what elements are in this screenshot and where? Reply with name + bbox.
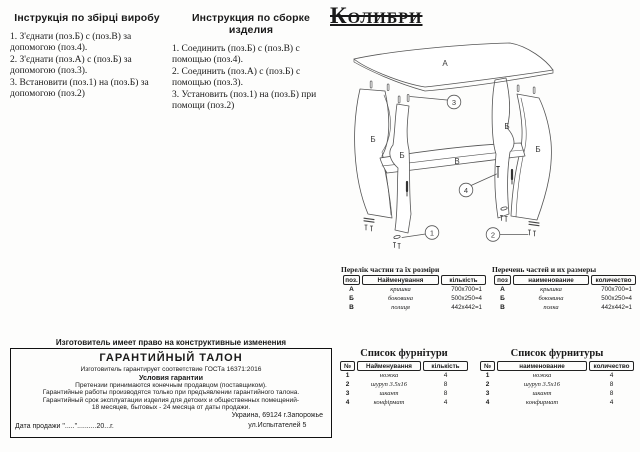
fittings-table-ua: [338, 348, 470, 407]
callout-1-number: 1: [429, 228, 435, 238]
cell-pos: Б: [349, 295, 354, 302]
part-label-shelf: В: [454, 157, 460, 166]
cell-qty: 8: [609, 390, 614, 397]
cell-name: шкант: [379, 390, 399, 397]
warranty-card: [10, 348, 332, 438]
cell-name: кришка: [390, 286, 411, 293]
product-title: Колибри: [330, 3, 423, 28]
table-row: [480, 389, 634, 398]
warranty-condition-line: Гарантийный срок эксплуатации изделия для детских и общественных помещений-: [42, 396, 300, 404]
cell-qty: 4: [609, 399, 614, 406]
table-row: [340, 389, 468, 398]
cell-number: 1: [485, 372, 490, 379]
cell-pos: Б: [500, 295, 505, 302]
tabletop: [354, 43, 553, 91]
col-header-qty: количество: [589, 361, 634, 371]
col-header-pos: поз.: [343, 275, 360, 285]
address-line-1: Украина, 69124 г.Запорожье: [231, 412, 323, 420]
col-header-qty: кількість: [441, 275, 486, 285]
parts-table-ua: [341, 265, 488, 312]
parts-table-ua-title: Перелік частин та їх розміри: [341, 265, 440, 274]
cell-size-qty: 442х442=1: [451, 304, 482, 311]
table-row: [480, 371, 634, 380]
parts-table-ru: [492, 265, 638, 312]
cell-size-qty: 442х442=1: [601, 304, 632, 311]
cell-qty: 4: [609, 372, 614, 379]
table-header-row: [343, 275, 486, 285]
cell-name: ножка: [379, 372, 399, 379]
part-label-tabletop: А: [442, 59, 448, 68]
instruction-step: 3. Установить (поз.1) на (поз.Б) при помощи (поз.2): [172, 89, 317, 111]
instructions-ua: [10, 12, 164, 100]
callout-3: [410, 95, 461, 109]
cell-pos: В: [500, 304, 505, 311]
callout-4-number: 4: [463, 185, 469, 195]
table-row: [340, 380, 468, 389]
cell-size-qty: 500х250=4: [451, 295, 482, 302]
cell-name: шкант: [532, 390, 552, 397]
cell-name: боковина: [387, 295, 414, 302]
table-row: [343, 294, 486, 303]
col-header-name: наименование: [497, 361, 587, 371]
cell-qty: 8: [443, 390, 448, 397]
table-header-row: [340, 361, 468, 371]
cell-size-qty: 500х250=4: [601, 295, 632, 302]
table-row: [480, 398, 634, 407]
instructions-ru: [172, 12, 330, 112]
cell-qty: 4: [443, 399, 448, 406]
cell-name: конфирмат: [525, 399, 559, 406]
cell-qty: 8: [609, 381, 614, 388]
cell-number: 1: [345, 372, 350, 379]
table-row: [340, 398, 468, 407]
sale-date-label: Дата продажи "....."..........20...г.: [15, 423, 114, 430]
warranty-title: ГАРАНТИЙНЫЙ ТАЛОН: [99, 352, 243, 364]
warranty-condition-line: Гарантийные работы производятся только при предъявлении гарантийного талона.: [42, 389, 300, 397]
table-row: [480, 380, 634, 389]
cell-size-qty: 700х700=1: [451, 286, 482, 293]
col-header-pos: поз: [494, 275, 511, 285]
instruction-step: 1. Соединить (поз.Б) с (поз.В) с помощью (поз.4).: [172, 44, 300, 66]
cell-name: ножка: [532, 372, 552, 379]
callout-2: [486, 228, 528, 242]
part-label-side-inner-right: Б: [504, 122, 510, 131]
cell-pos: А: [349, 286, 354, 293]
manufacturer-note: Изготовитель имеет право на конструктивные изменения: [55, 338, 287, 347]
cell-qty: 8: [443, 381, 448, 388]
col-header-number: №: [340, 361, 355, 371]
table-header-row: [494, 275, 636, 285]
instruction-step: 2. Соединить (поз.А) с (поз.Б) с помощью (поз.3).: [172, 66, 301, 89]
table-row: [494, 303, 636, 312]
cell-number: 2: [345, 381, 350, 388]
part-label-side-outer-right: Б: [535, 145, 541, 154]
col-header-name: Найменування: [357, 361, 421, 371]
warranty-conditions-title: Условия гарантии: [139, 373, 203, 382]
instructions-ru-title: Инструкция по сборке изделия: [192, 12, 310, 36]
address-line-2: ул.Испытателей 5: [248, 421, 307, 429]
instruction-step: 1. З'єднати (поз.Б) с (поз.В) за допомогою (поз.4).: [10, 32, 132, 54]
cell-size-qty: 700х700=1: [601, 286, 632, 293]
cell-qty: 4: [443, 372, 448, 379]
instruction-step: 2. З'єднати (поз.А) с (поз.Б) за допомогою (поз.3).: [10, 54, 132, 77]
col-header-name: наименование: [513, 275, 589, 285]
leg-panel-outer-left: [355, 89, 392, 218]
cell-pos: В: [349, 304, 354, 311]
cell-number: 2: [485, 381, 490, 388]
table-row: [494, 285, 636, 294]
cell-name: полиця: [391, 304, 410, 311]
cell-name: шуруп 3.5х16: [370, 381, 408, 388]
callout-2-number: 2: [490, 230, 496, 240]
cell-name: шуруп 3.5х16: [523, 381, 561, 388]
table-drawing-svg: [340, 38, 640, 260]
warranty-condition-line: 18 месяцев, бытовых - 24 месяца от даты продажи.: [91, 404, 251, 412]
col-header-name: Найменування: [362, 275, 439, 285]
cell-number: 4: [345, 399, 350, 406]
warranty-condition-line: Претензии принимаются конечным продавцом (поставщиком).: [75, 382, 267, 389]
cell-name: конфірмат: [373, 399, 405, 406]
cell-name: крышка: [540, 286, 562, 293]
cell-pos: А: [500, 286, 505, 293]
col-header-qty: количество: [591, 275, 636, 285]
col-header-qty: кількість: [423, 361, 468, 371]
parts-table-ru-title: Перечень частей и их размеры: [492, 265, 597, 274]
col-header-number: №: [480, 361, 495, 371]
part-label-side-inner-left: Б: [399, 151, 405, 160]
cell-number: 3: [485, 390, 490, 397]
part-label-side-outer-left: Б: [370, 135, 376, 144]
assembly-diagram: [340, 38, 640, 260]
instructions-ua-title: Інструкція по збірці виробу: [14, 12, 160, 24]
callout-4: [459, 174, 496, 197]
table-header-row: [480, 361, 634, 371]
callout-3-number: 3: [451, 97, 457, 107]
fittings-table-ua-title: Список фурнітури: [360, 348, 448, 359]
fittings-table-ru: [478, 348, 636, 407]
manufacturer-address: [232, 411, 323, 430]
table-row: [343, 285, 486, 294]
fittings-table-ru-title: Список фурнитуры: [510, 348, 604, 359]
warranty-guarantee-line: Изготовитель гарантирует соответствие ГОСТа 16371:2016: [80, 366, 262, 373]
cell-name: боковина: [538, 295, 564, 302]
instruction-step: 3. Встановити (поз.1) на (поз.Б) за допомогою (поз.2): [10, 77, 149, 99]
cell-name: полка: [543, 304, 559, 311]
cell-number: 4: [485, 399, 490, 406]
table-row: [343, 303, 486, 312]
table-row: [340, 371, 468, 380]
table-row: [494, 294, 636, 303]
leg-panel-inner-right: [492, 78, 514, 218]
cell-number: 3: [345, 390, 350, 397]
